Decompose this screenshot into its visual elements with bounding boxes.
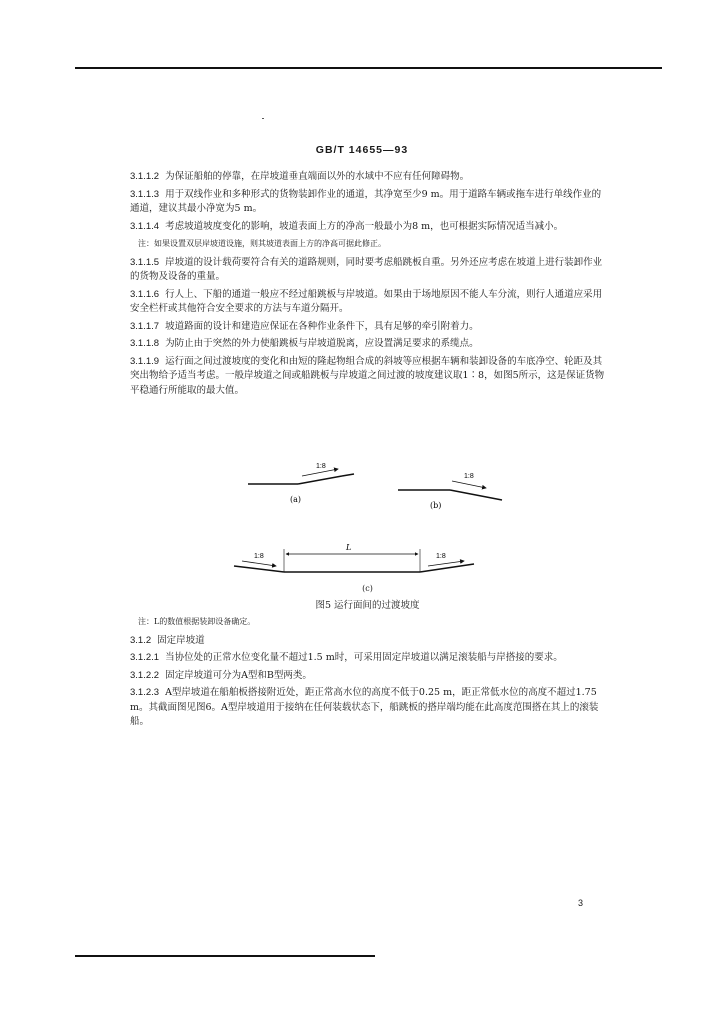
paragraph bbox=[130, 188, 605, 217]
clause-number: 3.1.1.7 bbox=[130, 320, 160, 332]
paragraph-text: 运行面之间过渡坡度的变化和由短的隆起物组合成的斜坡等应根据车辆和装卸设备的车底净空、轮距及其突出物给予适当考虑。一般岸坡道之间或船跳板与岸坡道之间过渡的坡度建议取1∶8，如图5所示，这是保证货物平稳通行所能取的最大值。 bbox=[130, 355, 605, 396]
clause-number: 3.1.1.8 bbox=[130, 338, 160, 349]
paragraph-text: 当协位处的正常水位变化量不超过1.5 m时，可采用固定岸坡道以满足滚装船与岸搭接的要求。 bbox=[165, 652, 563, 663]
slope-label: 1:8 bbox=[254, 553, 264, 560]
clause-number: 3.1.2.3 bbox=[130, 687, 160, 698]
paragraph bbox=[130, 288, 605, 317]
slope-label: 1:8 bbox=[316, 463, 326, 470]
slope-label: 1:8 bbox=[436, 553, 446, 560]
paragraph-text: 用于双线作业和多种形式的货物装卸作业的通道，其净宽至少9 m。用于道路车辆或拖车进行单线作业的通道，建议其最小净宽为5 m。 bbox=[130, 188, 602, 214]
paragraph bbox=[130, 320, 605, 335]
clause-number: 3.1.1.3 bbox=[130, 188, 160, 200]
figure-5b bbox=[398, 473, 502, 510]
paragraph bbox=[130, 651, 605, 666]
note: 注：L的数值根据装卸设备确定。 bbox=[138, 617, 256, 626]
bottom-rule bbox=[75, 955, 375, 957]
document-body bbox=[130, 170, 605, 733]
paragraph-text: 为保证船舶的停靠，在岸坡道垂直端面以外的水域中不应有任何障碍物。 bbox=[165, 171, 470, 182]
subfigure-label-c: (c) bbox=[362, 584, 373, 593]
slope-arrow bbox=[452, 481, 486, 488]
clause-number: 3.1.1.6 bbox=[130, 288, 160, 300]
page-header: GB/T 14655—93 bbox=[315, 144, 409, 156]
note: 注：如果设置双层岸坡道设施，则其坡道表面上方的净高可据此修正。 bbox=[138, 239, 386, 248]
ramp-line bbox=[298, 476, 342, 484]
top-rule bbox=[75, 67, 662, 69]
paragraph bbox=[130, 220, 605, 235]
subfigure-label-b: (b) bbox=[430, 501, 442, 510]
figure-caption: 图5 运行面间的过渡坡度 bbox=[315, 599, 420, 611]
figure-5a bbox=[248, 463, 354, 504]
figure-5 bbox=[130, 404, 605, 582]
figure-5c bbox=[234, 543, 474, 572]
paragraph-text: 考虑坡道坡度变化的影响，坡道表面上方的净高一般最小为8 m，也可根据实际情况适当减小。 bbox=[165, 220, 564, 232]
subfigure-label-a: (a) bbox=[290, 495, 302, 504]
paragraph bbox=[130, 256, 605, 285]
clause-number: 3.1.2.2 bbox=[130, 669, 160, 681]
paragraph bbox=[130, 355, 605, 399]
clause-number: 3.1.2.1 bbox=[130, 652, 160, 663]
ramp-line bbox=[450, 490, 502, 500]
ramp-line bbox=[342, 474, 354, 476]
slope-label: 1:8 bbox=[464, 473, 474, 480]
clause-number: 3.1.2 bbox=[130, 634, 152, 646]
ramp-line bbox=[420, 564, 474, 572]
figure-5-drawing bbox=[130, 404, 605, 582]
paragraph bbox=[130, 337, 605, 352]
paragraph-text: 行人上、下船的通道一般应不经过船跳板与岸坡道。如果由于场地原因不能人车分流，则行人通道应采用安全栏杆或其他符合安全要求的方法与车道分隔开。 bbox=[130, 288, 603, 314]
slope-arrow bbox=[302, 469, 338, 476]
paragraph-text: 岸坡道的设计载荷要符合有关的道路规则，同时要考虑船跳板自重。另外还应考虑在坡道上进行装卸作业的货物及设备的重量。 bbox=[130, 256, 603, 282]
paragraph-text: 为防止由于突然的外力使船跳板与岸坡道脱离，应设置满足要求的系缆点。 bbox=[165, 338, 479, 349]
paragraph-text: 固定岸坡道可分为A型和B型两类。 bbox=[165, 669, 312, 681]
scan-mark bbox=[262, 118, 264, 119]
paragraph-text: 坡道路面的设计和建造应保证在各种作业条件下，具有足够的牵引附着力。 bbox=[165, 320, 479, 332]
clause-number: 3.1.1.9 bbox=[130, 355, 160, 367]
slope-arrow bbox=[428, 561, 464, 566]
length-label: L bbox=[346, 543, 352, 552]
paragraph-text: A型岸坡道在船舶板搭接附近处，距正常高水位的高度不低于0.25 m，距正常低水位的高度不超过1.75 m。其截面图见图6。A型岸坡道用于接纳在任何装载状态下，船跳板的搭岸端均能在此高度范围搭在其上的滚装船。 bbox=[130, 687, 599, 727]
page-number: 3 bbox=[578, 898, 584, 908]
heading-text: 固定岸坡道 bbox=[157, 634, 205, 646]
slope-arrow bbox=[242, 561, 276, 566]
ramp-line bbox=[234, 566, 284, 572]
clause-number: 3.1.1.2 bbox=[130, 171, 160, 182]
paragraph bbox=[130, 686, 605, 730]
paragraph bbox=[130, 669, 605, 684]
paragraph bbox=[130, 170, 605, 185]
clause-number: 3.1.1.5 bbox=[130, 256, 160, 268]
section-heading bbox=[130, 634, 605, 649]
clause-number: 3.1.1.4 bbox=[130, 220, 160, 232]
